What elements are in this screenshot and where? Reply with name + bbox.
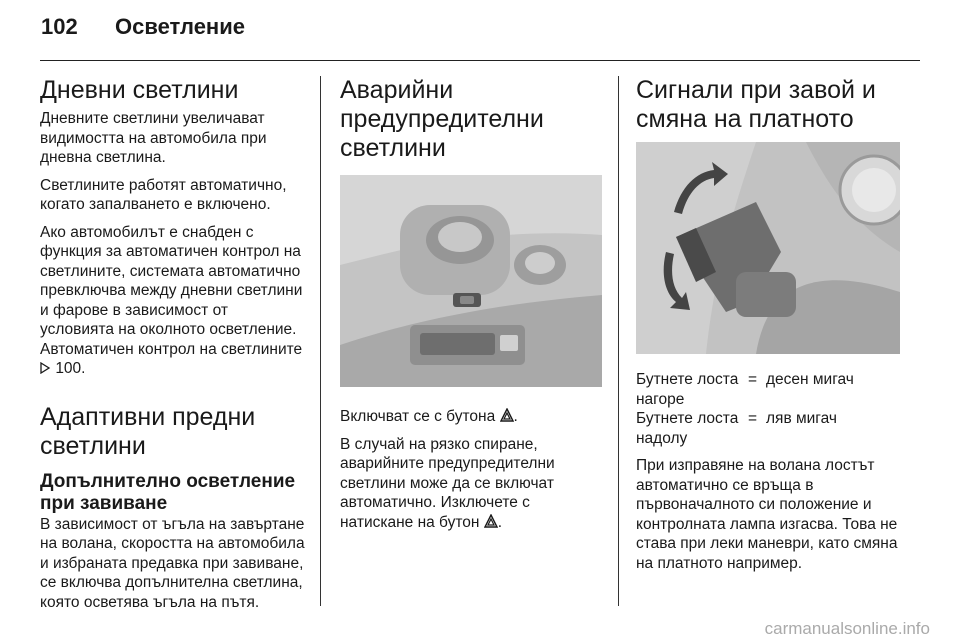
paragraph: Ако автомобилът е снабден с функция за автоматичен контрол на светлините, системата автоматично превключва между дневни светлини и фарове в зависимост от условията на околното осветление. [40,223,303,338]
column-2 [340,76,602,540]
heading-daytime-lights: Дневни светлини [40,76,239,104]
hazard-triangle-icon [484,514,498,528]
hazard-auto-text-end: . [497,513,503,531]
paragraph: При изправяне на волана лостът автоматично се връща в първоначалното си положение и контролната лампа изгасва. Това не става при леки маневри, като смяна на платното например. [636,457,898,572]
column-divider-1 [320,76,321,606]
column-3 [636,76,904,581]
heading-adaptive-lights: Адаптивни предни светлини [40,402,256,460]
column-1 [40,76,305,620]
turn-signal-lever-photo [636,142,900,354]
paragraph-hazard-auto [340,435,602,533]
reference-text: Автоматичен контрол на светлините [40,340,303,358]
lever-result: десен мигач [766,371,854,388]
page-number: 102 [41,14,78,39]
reference-page-link[interactable]: 100. [55,360,86,377]
lever-actions-table [636,370,904,448]
page-title: Осветление [115,14,245,39]
hazard-text-end: . [513,408,518,425]
paragraph: Дневните светлини увеличават видимостта на автомобила при дневна светлина. [40,110,267,166]
paragraph-reference [40,340,305,379]
subheading-cornering-light: Допълнително осветление при завиване [40,470,296,514]
lever-action: Бутнете лоста надолу [636,410,739,447]
hazard-triangle-icon [500,408,514,422]
table-row [636,409,904,448]
heading-turn-signals: Сигнали при завой и смяна на платното [636,76,876,133]
column-divider-2 [618,76,619,606]
paragraph: Светлините работят автоматично, когато запалването е включено. [40,176,287,213]
paragraph-hazard-button [340,407,602,427]
top-rule [40,60,920,61]
hazard-switch-photo [340,175,602,387]
heading-hazard-lights: Аварийни предупредителни светлини [340,76,544,162]
reference-arrow-icon[interactable] [40,360,51,377]
lever-action: Бутнете лоста нагоре [636,371,739,408]
paragraph: В зависимост от ъгъла на завъртане на волана, скоростта на автомобила и избраната предавка при завиване, се включва допълнителна светлина, която осветява ъгъла на пътя. [40,515,305,611]
table-row [636,370,904,409]
equals-sign: = [748,410,758,427]
hazard-text: Включват се с бутона [340,408,500,425]
hazard-auto-text: В случай на рязко спиране, аварийните предупредителни светлини може да се включат автоматично. Изключете с натискане на бутон [340,435,555,531]
lever-result: ляв мигач [766,410,837,427]
equals-sign: = [748,371,758,388]
watermark: carmanualsonline.info [764,619,930,638]
